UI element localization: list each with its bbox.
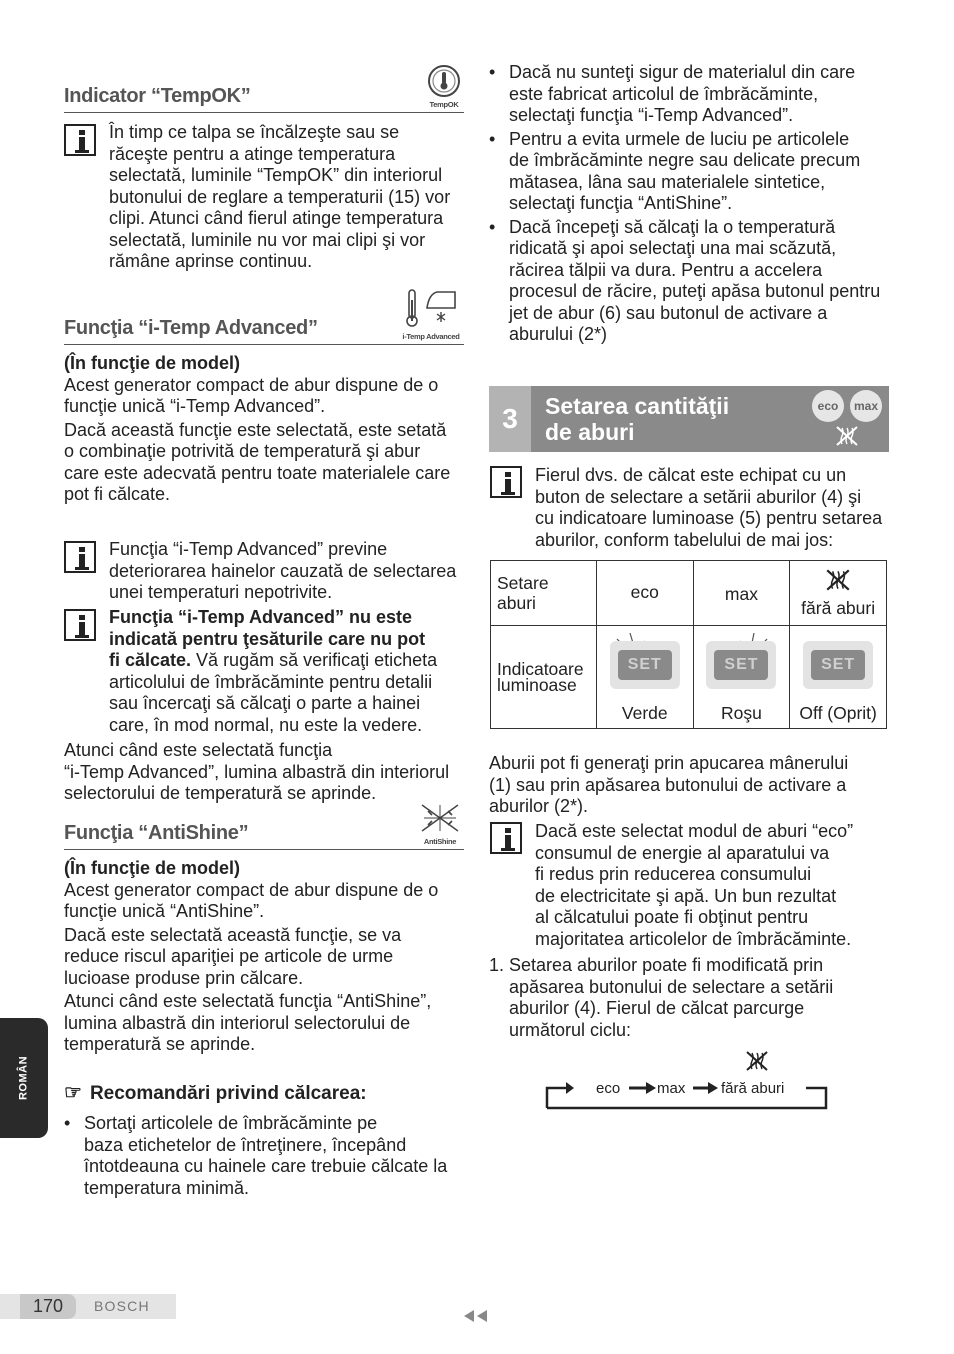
heading-antishine: Funcţia “AntiShine” AntiShine bbox=[64, 823, 464, 850]
info-icon bbox=[64, 124, 96, 156]
table-cell: SET Off (Oprit) bbox=[790, 626, 887, 729]
pointing-hand-icon: ☞ bbox=[64, 1082, 82, 1104]
set-indicator-red: SET bbox=[706, 641, 776, 689]
itemp-body: (În funcţie de model) Acest generator compact de abur dispune de o funcţie unică “i-Temp Advanced”. Dacă această funcţie este selectată, este setată o combinaţie potrivită de temperatură şi abur care este adecvată pentru toate materialele care pot fi călcate. bbox=[64, 353, 451, 504]
recommend-heading: ☞ Recomandări privind călcarea: bbox=[64, 1082, 367, 1104]
heading-itemp: Funcţia “i-Temp Advanced” i-Temp Advanced bbox=[64, 318, 464, 345]
eco-note: Dacă este selectat modul de aburi “eco” consumul de energie al aparatului va fi redus prin reducerea consumului de electricitate şi apă. Un bun rezultat al călcatului poate fi obţinut pentru majoritatea articolelor de îmbrăcăminte. bbox=[535, 821, 854, 949]
table-cell: fără aburi bbox=[790, 561, 887, 626]
set-indicator-green: SET bbox=[610, 641, 680, 689]
itemp-note1: Funcţia “i-Temp Advanced” previne deteriorarea hainelor cauzată de selectarea unei temperaturi nepotrivite. bbox=[109, 539, 457, 602]
page-number: 170 bbox=[20, 1294, 76, 1319]
list-item: • Dacă începeţi să călcaţi la o temperatură ridicată şi apoi selectaţi una mai scăzută, răcirea tălpii va dura. Pentru a accelera procesul de răcire, puteţi apăsa butonul pentru jet de abur (6) sau butonul de activare a aburului (2*) bbox=[489, 217, 899, 346]
itemp-note2: Funcţia “i-Temp Advanced” nu este indicată pentru ţesăturile care nu pot fi călcate. Vă rugăm să verificaţi eticheta articolului de îmbrăcăminte pentru detalii sau încercaţi să călcaţi o parte a hainei care, în mod normal, nu este la vedere. bbox=[109, 607, 438, 735]
itemp-icon: i-Temp Advanced bbox=[398, 288, 464, 341]
section-3-banner bbox=[489, 386, 889, 452]
max-badge: max bbox=[850, 390, 882, 422]
back-arrows-icon bbox=[462, 1308, 490, 1324]
steam-settings-table bbox=[490, 560, 887, 729]
table-cell: Setare aburi bbox=[491, 561, 597, 626]
set-indicator-off: SET bbox=[803, 641, 873, 689]
cycle-eco: eco bbox=[596, 1080, 621, 1097]
tempok-icon: TempOK bbox=[424, 64, 464, 109]
eco-badge: eco bbox=[812, 390, 844, 422]
language-tab: ROMÂN bbox=[0, 1018, 48, 1138]
antishine-icon: AntiShine bbox=[416, 801, 464, 846]
right-bullets bbox=[489, 62, 899, 346]
section-number: 3 bbox=[489, 386, 531, 452]
table-cell: max bbox=[693, 561, 790, 626]
table-cell: Indicatoare luminoase bbox=[491, 626, 597, 729]
thermometer-circle-icon bbox=[427, 64, 461, 98]
no-steam-icon bbox=[824, 567, 852, 593]
no-steam-icon bbox=[747, 1052, 767, 1070]
brand-label: BOSCH bbox=[94, 1298, 150, 1314]
no-steam-icon bbox=[834, 424, 860, 448]
table-cell: eco bbox=[596, 561, 693, 626]
cycle-max: max bbox=[657, 1080, 686, 1097]
table-cell: SET Roşu bbox=[693, 626, 790, 729]
cycle-none: fără aburi bbox=[721, 1080, 785, 1097]
recommend-bullet: • Sortaţi articolele de îmbrăcăminte pe baza etichetelor de întreţinere, începând întotdeauna cu hainele care trebuie călcate la temperatura minimă. bbox=[64, 1113, 448, 1198]
step-1: 1. Setarea aburilor poate fi modificată prin apăsarea butonului de selectare a setării aburilor (4). Fierul de călcat parcurge următorul ciclu: bbox=[489, 955, 834, 1040]
heading-tempok: Indicator “TempOK” TempOK bbox=[64, 86, 464, 113]
thermometer-iron-icon bbox=[401, 288, 461, 330]
itemp-text3: Atunci când este selectată funcţia “i-Temp Advanced”, lumina albastră din interiorul selectorului de temperatură se aprinde. bbox=[64, 740, 450, 803]
list-item: • Dacă nu sunteţi sigur de materialul din care este fabricat articolul de îmbrăcăminte, selectaţi funcţia “i-Temp Advanced”. bbox=[489, 62, 899, 127]
steam-text: Aburii pot fi generaţi prin apucarea mânerului (1) sau prin apăsarea butonului de activare a aburilor (2*). bbox=[489, 753, 849, 816]
section-title: Setarea cantităţii de aburi bbox=[545, 393, 730, 445]
tempok-text: În timp ce talpa se încălzeşte sau se răceşte pentru a atinge temperatura selectată, luminile “TempOK” din interiorul butonului de reglare a temperaturii (15) vor clipi. Atunci când fierul atinge temperatura selectată, luminile nu vor mai clipi şi vor rămâne aprinse continuu. bbox=[109, 122, 451, 271]
steam-cycle-diagram bbox=[544, 1044, 834, 1114]
cycle-loop-arrow bbox=[544, 1044, 834, 1114]
info-icon bbox=[64, 541, 96, 573]
antishine-body: (În funcţie de model) Acest generator compact de abur dispune de o funcţie unică “AntiShine”. Dacă este selectată această funcţie, se va reduce riscul apariţiei pe articole de urme lucioase produse prin călcare. Atunci când este selectată funcţia “AntiShine”, lumina albastră din interiorul selectorului de temperatură se aprinde. bbox=[64, 858, 439, 1054]
antishine-sparkle-icon bbox=[418, 801, 462, 835]
table-cell: SET Verde bbox=[596, 626, 693, 729]
info-icon bbox=[490, 822, 522, 854]
info-icon bbox=[64, 609, 96, 641]
section3-intro: Fierul dvs. de călcat este echipat cu un buton de selectare a setării aburilor (4) şi cu indicatoare luminoase (5) pentru setarea aburilor, conform tabelului de mai jos: bbox=[535, 465, 883, 550]
list-item: • Pentru a evita urmele de luciu pe articolele de îmbrăcăminte negre sau delicate precum mătasea, lâna sau materialele sintetice, selectaţi funcţia “AntiShine”. bbox=[489, 129, 899, 215]
info-icon bbox=[490, 466, 522, 498]
